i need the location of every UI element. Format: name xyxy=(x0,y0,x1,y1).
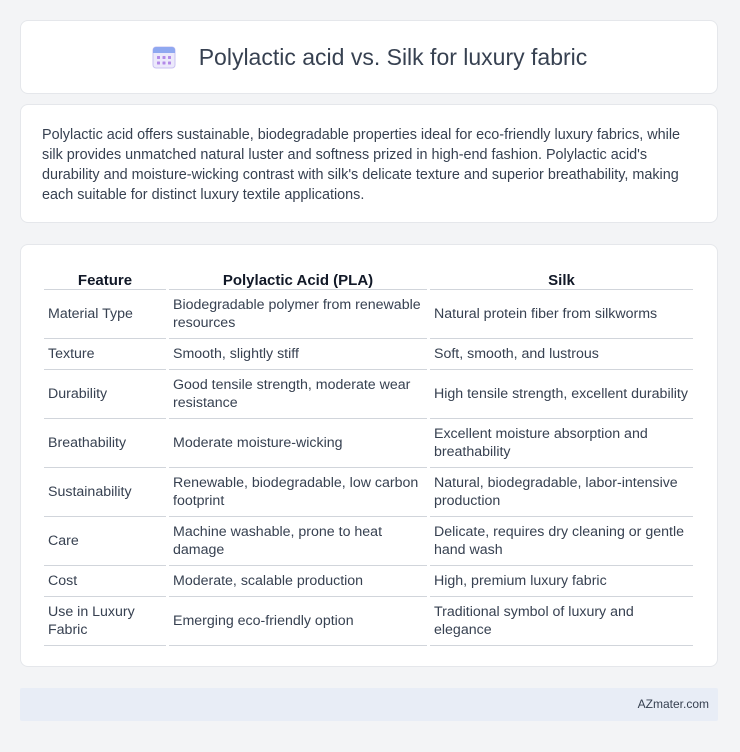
pla-cell: Smooth, slightly stiff xyxy=(169,339,427,370)
feature-cell: Material Type xyxy=(44,290,166,339)
table-row xyxy=(44,419,693,468)
page-title: Polylactic acid vs. Silk for luxury fabric xyxy=(198,43,588,70)
footer-site-link[interactable]: AZmater.com xyxy=(637,697,709,711)
header-pla: Polylactic Acid (PLA) xyxy=(169,263,427,290)
footer xyxy=(20,688,718,721)
pla-cell: Moderate moisture-wicking xyxy=(169,419,427,468)
table-row xyxy=(44,290,693,339)
silk-cell: Excellent moisture absorption and breathability xyxy=(430,419,693,468)
summary-text: Polylactic acid offers sustainable, biodegradable properties ideal for eco-friendly luxury fabrics, while silk provides unmatched natural luster and softness prized in high-end fashion. Polylactic acid's durability and moisture-wicking contrast with silk's delicate texture and superior breathability, making each suitable for distinct luxury textile applications. xyxy=(42,127,681,203)
silk-cell: Natural, biodegradable, labor-intensive production xyxy=(430,468,693,517)
feature-cell: Durability xyxy=(44,370,166,419)
table-row xyxy=(44,597,693,646)
silk-cell: Traditional symbol of luxury and elegance xyxy=(430,597,693,646)
feature-cell: Use in Luxury Fabric xyxy=(44,597,166,646)
silk-cell: High tensile strength, excellent durability xyxy=(430,370,693,419)
table-header-row xyxy=(44,263,693,290)
table-row xyxy=(44,566,693,597)
pla-cell: Moderate, scalable production xyxy=(169,566,427,597)
silk-cell: High, premium luxury fabric xyxy=(430,566,693,597)
comparison-table xyxy=(41,263,696,646)
table-row xyxy=(44,339,693,370)
silk-cell: Soft, smooth, and lustrous xyxy=(430,339,693,370)
feature-cell: Texture xyxy=(44,339,166,370)
feature-cell: Breathability xyxy=(44,419,166,468)
pla-cell: Emerging eco-friendly option xyxy=(169,597,427,646)
comparison-table-card xyxy=(20,244,718,667)
pla-cell: Machine washable, prone to heat damage xyxy=(169,517,427,566)
header-silk: Silk xyxy=(430,263,693,290)
table-row xyxy=(44,370,693,419)
table-row xyxy=(44,468,693,517)
pla-cell: Good tensile strength, moderate wear resistance xyxy=(169,370,427,419)
silk-cell: Natural protein fiber from silkworms xyxy=(430,290,693,339)
feature-cell: Cost xyxy=(44,566,166,597)
calendar-icon xyxy=(151,44,177,70)
summary-card xyxy=(20,104,718,223)
feature-cell: Care xyxy=(44,517,166,566)
feature-cell: Sustainability xyxy=(44,468,166,517)
table-row xyxy=(44,517,693,566)
silk-cell: Delicate, requires dry cleaning or gentle hand wash xyxy=(430,517,693,566)
header-feature: Feature xyxy=(44,263,166,290)
title-card xyxy=(20,20,718,94)
pla-cell: Biodegradable polymer from renewable resources xyxy=(169,290,427,339)
pla-cell: Renewable, biodegradable, low carbon footprint xyxy=(169,468,427,517)
